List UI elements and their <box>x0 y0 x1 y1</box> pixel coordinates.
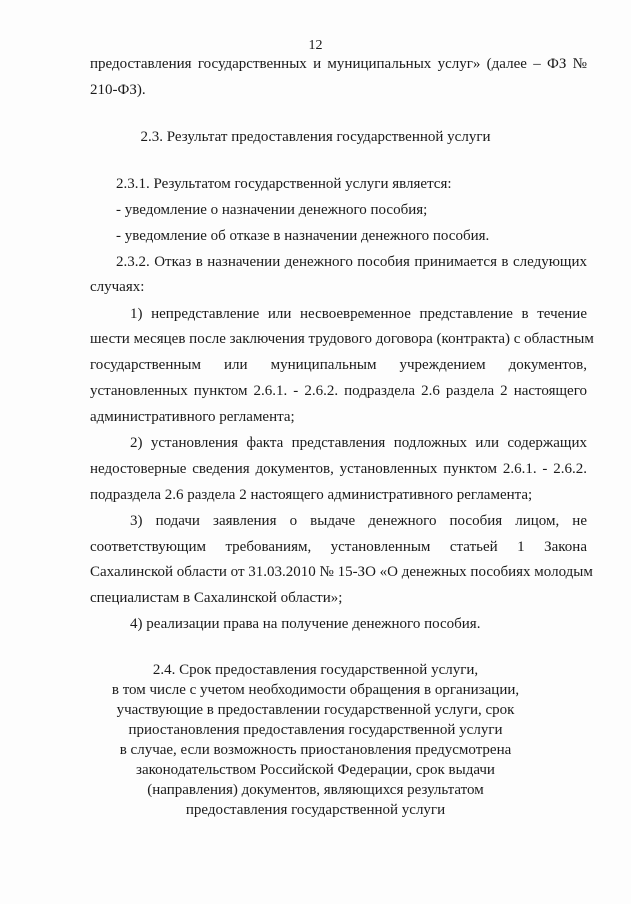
item-2-line-2: недостоверные сведения документов, установленных пунктом 2.6.1. - 2.6.2. <box>90 461 587 477</box>
intro-line-2: 210-ФЗ). <box>90 82 146 98</box>
section-2-4-heading-line-5: в случае, если возможность приостановления предусмотрена <box>119 742 512 758</box>
item-4: 4) реализации права на получение денежного пособия. <box>130 616 481 632</box>
section-2-3-heading: 2.3. Результат предоставления государственной услуги <box>140 129 491 145</box>
item-1-line-2: шести месяцев после заключения трудового договора (контракта) с областным <box>90 331 594 347</box>
paragraph-2-3-1: 2.3.1. Результатом государственной услуги является: <box>116 176 452 192</box>
section-2-4-heading-line-1: 2.4. Срок предоставления государственной услуги, <box>152 662 479 678</box>
item-3-line-1: 3) подачи заявления о выдаче денежного пособия лицом, не <box>130 513 587 529</box>
bullet-notification-refused: - уведомление об отказе в назначении денежного пособия. <box>116 228 490 244</box>
section-2-4-heading-line-2: в том числе с учетом необходимости обращения в организации, <box>111 682 520 698</box>
item-2-line-1: 2) установления факта представления подложных или содержащих <box>130 435 587 451</box>
item-1-line-5: административного регламента; <box>90 409 295 425</box>
item-3-line-3: Сахалинской области от 31.03.2010 № 15-ЗО «О денежных пособиях молодым <box>90 564 593 580</box>
intro-line-1: предоставления государственных и муниципальных услуг» (далее – ФЗ № <box>90 56 587 72</box>
item-3-line-4: специалистам в Сахалинской области»; <box>90 590 343 606</box>
page-number: 12 <box>308 38 323 53</box>
section-2-4-heading-line-3: участвующие в предоставлении государственной услуги, срок <box>116 702 515 718</box>
section-2-4-heading-line-7: (направления) документов, являющихся результатом <box>147 782 484 798</box>
paragraph-2-3-2-line-2: случаях: <box>90 279 145 295</box>
item-1-line-1: 1) непредставление или несвоевременное представление в течение <box>130 306 587 322</box>
item-3-line-2: соответствующим требованиям, установленным статьей 1 Закона <box>90 539 587 555</box>
item-1-line-3: государственным или муниципальным учреждением документов, <box>90 357 587 373</box>
section-2-4-heading-line-8: предоставления государственной услуги <box>185 802 446 818</box>
section-2-4-heading-line-6: законодательством Российской Федерации, срок выдачи <box>136 762 495 778</box>
paragraph-2-3-2-line-1: 2.3.2. Отказ в назначении денежного пособия принимается в следующих <box>116 254 587 270</box>
item-1-line-4: установленных пунктом 2.6.1. - 2.6.2. подраздела 2.6 раздела 2 настоящего <box>90 383 587 399</box>
item-2-line-3: подраздела 2.6 раздела 2 настоящего административного регламента; <box>90 487 533 503</box>
section-2-4-heading-line-4: приостановления предоставления государственной услуги <box>128 722 503 738</box>
bullet-notification-granted: - уведомление о назначении денежного пособия; <box>116 202 428 218</box>
